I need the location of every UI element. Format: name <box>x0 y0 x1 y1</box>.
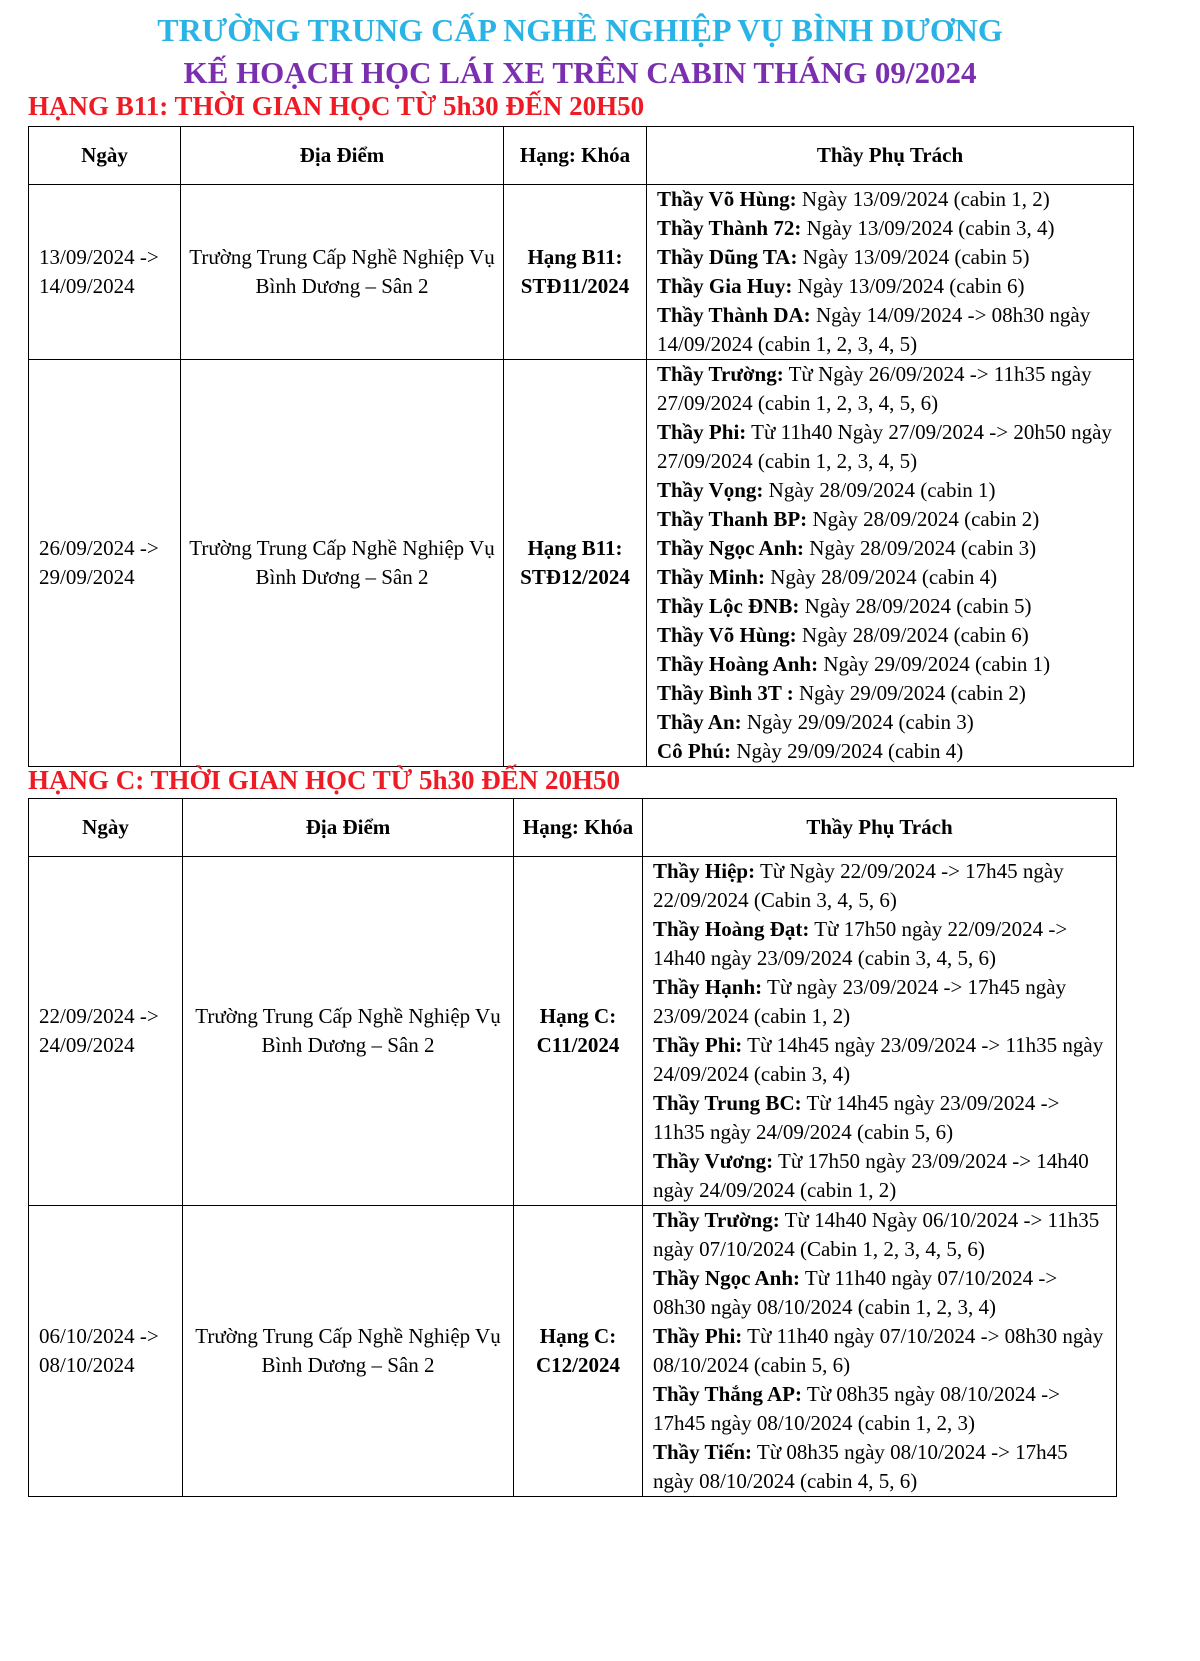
teacher-name: Thầy Gia Huy: <box>657 274 793 298</box>
teacher-schedule: Từ 17h50 ngày 22/09/2024 -> 14h40 ngày 23/09/2024 (cabin 3, 4, 5, 6) <box>653 917 1068 970</box>
class-label: Hạng C: <box>539 1324 617 1348</box>
teacher-schedule: Ngày 13/09/2024 (cabin 6) <box>792 274 1025 298</box>
teacher-name: Thầy Võ Hùng: <box>657 187 797 211</box>
teacher-entry <box>653 857 1110 915</box>
teacher-name: Thầy Ngọc Anh: <box>657 536 805 560</box>
teacher-name: Thầy Ngọc Anh: <box>653 1266 801 1290</box>
teacher-entry <box>657 185 1127 214</box>
teacher-schedule: Ngày 29/09/2024 (cabin 2) <box>793 681 1026 705</box>
teacher-name: Thầy Thắng AP: <box>653 1382 802 1406</box>
col-header-place: Địa Điểm <box>181 127 504 185</box>
teacher-name: Thầy Vọng: <box>657 478 764 502</box>
teacher-schedule: Ngày 28/09/2024 (cabin 5) <box>799 594 1032 618</box>
teacher-entry <box>653 1206 1110 1264</box>
teacher-schedule: Từ 08h35 ngày 08/10/2024 -> 17h45 ngày 08/10/2024 (cabin 1, 2, 3) <box>653 1382 1060 1435</box>
teacher-schedule: Từ 11h40 Ngày 27/09/2024 -> 20h50 ngày 27/09/2024 (cabin 1, 2, 3, 4, 5) <box>657 420 1112 473</box>
teacher-schedule: Từ 14h45 ngày 23/09/2024 -> 11h35 ngày 24/09/2024 (cabin 5, 6) <box>653 1091 1060 1144</box>
class-label: Hạng B11: <box>527 536 623 560</box>
teacher-name: Thầy Trường: <box>653 1208 780 1232</box>
section-heading-c: HẠNG C: THỜI GIAN HỌC TỪ 5h30 ĐẾN 20H50 <box>28 765 621 795</box>
class-code: STĐ11/2024 <box>520 274 630 298</box>
row-date: 26/09/2024 -> 29/09/2024 <box>29 360 181 767</box>
teacher-entry <box>657 592 1127 621</box>
table-header-row <box>29 127 1134 185</box>
teacher-name: Thầy Hiệp: <box>653 859 756 883</box>
teacher-entry <box>653 973 1110 1031</box>
teacher-entry <box>657 708 1127 737</box>
teacher-name: Thầy Võ Hùng: <box>657 623 797 647</box>
teacher-schedule: Từ 11h40 ngày 07/10/2024 -> 08h30 ngày 08/10/2024 (cabin 5, 6) <box>653 1324 1104 1377</box>
class-label: Hạng B11: <box>527 245 623 269</box>
col-header-date: Ngày <box>29 799 183 857</box>
teacher-entry <box>657 505 1127 534</box>
teacher-name: Thầy Thành 72: <box>657 216 802 240</box>
teacher-schedule: Từ Ngày 22/09/2024 -> 17h45 ngày 22/09/2024 (Cabin 3, 4, 5, 6) <box>653 859 1064 912</box>
teacher-name: Thầy Tiến: <box>653 1440 753 1464</box>
teacher-schedule: Ngày 29/09/2024 (cabin 1) <box>818 652 1051 676</box>
teacher-name: Thầy Hạnh: <box>653 975 763 999</box>
col-header-class: Hạng: Khóa <box>514 799 643 857</box>
row-place: Trường Trung Cấp Nghề Nghiệp Vụ Bình Dương – Sân 2 <box>183 857 514 1206</box>
teacher-entry <box>657 621 1127 650</box>
teacher-schedule: Ngày 14/09/2024 -> 08h30 ngày 14/09/2024 (cabin 1, 2, 3, 4, 5) <box>657 303 1091 356</box>
row-place: Trường Trung Cấp Nghề Nghiệp Vụ Bình Dương – Sân 2 <box>183 1206 514 1497</box>
row-date: 22/09/2024 -> 24/09/2024 <box>29 857 183 1206</box>
teacher-name: Cô Phú: <box>657 739 732 763</box>
teacher-entry <box>657 534 1127 563</box>
teacher-schedule: Từ 17h50 ngày 23/09/2024 -> 14h40 ngày 24/09/2024 (cabin 1, 2) <box>653 1149 1089 1202</box>
teacher-name: Thầy Phi: <box>653 1324 743 1348</box>
teacher-name: Thầy Bình 3T : <box>657 681 794 705</box>
teacher-schedule: Ngày 13/09/2024 (cabin 5) <box>797 245 1030 269</box>
teacher-name: Thầy Thành DA: <box>657 303 811 327</box>
teacher-name: Thầy Dũng TA: <box>657 245 798 269</box>
teacher-name: Thầy An: <box>657 710 742 734</box>
teacher-schedule: Từ 14h40 Ngày 06/10/2024 -> 11h35 ngày 07/10/2024 (Cabin 1, 2, 3, 4, 5, 6) <box>653 1208 1100 1261</box>
teacher-name: Thầy Minh: <box>657 565 765 589</box>
row-class <box>504 360 647 767</box>
col-header-place: Địa Điểm <box>183 799 514 857</box>
teacher-schedule: Từ 11h40 ngày 07/10/2024 -> 08h30 ngày 08/10/2024 (cabin 1, 2, 3, 4) <box>653 1266 1058 1319</box>
teacher-schedule: Ngày 29/09/2024 (cabin 3) <box>741 710 974 734</box>
teacher-schedule: Từ 14h45 ngày 23/09/2024 -> 11h35 ngày 24/09/2024 (cabin 3, 4) <box>653 1033 1104 1086</box>
teacher-name: Thầy Phi: <box>657 420 747 444</box>
teacher-schedule: Từ Ngày 26/09/2024 -> 11h35 ngày 27/09/2024 (cabin 1, 2, 3, 4, 5, 6) <box>657 362 1092 415</box>
row-class <box>514 1206 643 1497</box>
teacher-name: Thầy Hoàng Anh: <box>657 652 819 676</box>
teacher-entry <box>657 243 1127 272</box>
teacher-entry <box>657 418 1127 476</box>
teacher-entry <box>653 1264 1110 1322</box>
teacher-entry <box>653 1322 1110 1380</box>
teacher-entry <box>653 1031 1110 1089</box>
teacher-name: Thầy Trung BC: <box>653 1091 802 1115</box>
teacher-entry <box>653 915 1110 973</box>
teacher-name: Thầy Vương: <box>653 1149 774 1173</box>
col-header-teacher: Thầy Phụ Trách <box>643 799 1117 857</box>
school-title: TRƯỜNG TRUNG CẤP NGHỀ NGHIỆP VỤ BÌNH DƯƠNG <box>157 12 1003 48</box>
teacher-entry <box>653 1438 1110 1496</box>
class-code: C12/2024 <box>536 1353 620 1377</box>
col-header-date: Ngày <box>29 127 181 185</box>
teacher-entry <box>657 650 1127 679</box>
schedule-table-c <box>28 798 1117 1497</box>
teacher-schedule: Ngày 13/09/2024 (cabin 1, 2) <box>796 187 1050 211</box>
table-row <box>29 857 1117 1206</box>
teacher-entry <box>657 679 1127 708</box>
table-header-row <box>29 799 1117 857</box>
teacher-schedule: Ngày 28/09/2024 (cabin 2) <box>807 507 1040 531</box>
teacher-name: Thầy Thanh BP: <box>657 507 808 531</box>
schedule-table-b11 <box>28 126 1134 767</box>
row-teachers <box>647 360 1134 767</box>
row-teachers <box>643 1206 1117 1497</box>
row-place: Trường Trung Cấp Nghề Nghiệp Vụ Bình Dương – Sân 2 <box>181 185 504 360</box>
plan-title: KẾ HOẠCH HỌC LÁI XE TRÊN CABIN THÁNG 09/2024 <box>183 55 977 90</box>
class-label: Hạng C: <box>539 1004 617 1028</box>
row-place: Trường Trung Cấp Nghề Nghiệp Vụ Bình Dương – Sân 2 <box>181 360 504 767</box>
class-code: C11/2024 <box>536 1033 620 1057</box>
teacher-schedule: Ngày 29/09/2024 (cabin 4) <box>731 739 964 763</box>
teacher-schedule: Ngày 28/09/2024 (cabin 3) <box>804 536 1037 560</box>
teacher-schedule: Ngày 13/09/2024 (cabin 3, 4) <box>801 216 1055 240</box>
teacher-schedule: Ngày 28/09/2024 (cabin 6) <box>796 623 1029 647</box>
table-row <box>29 360 1134 767</box>
teacher-entry <box>653 1147 1110 1205</box>
teacher-entry <box>657 301 1127 359</box>
row-teachers <box>647 185 1134 360</box>
teacher-entry <box>657 563 1127 592</box>
col-header-teacher: Thầy Phụ Trách <box>647 127 1134 185</box>
teacher-schedule: Ngày 28/09/2024 (cabin 4) <box>764 565 998 589</box>
teacher-entry <box>653 1089 1110 1147</box>
table-row <box>29 185 1134 360</box>
row-date: 13/09/2024 -> 14/09/2024 <box>29 185 181 360</box>
teacher-schedule: Ngày 28/09/2024 (cabin 1) <box>763 478 996 502</box>
teacher-entry <box>657 272 1127 301</box>
teacher-schedule: Từ ngày 23/09/2024 -> 17h45 ngày 23/09/2024 (cabin 1, 2) <box>653 975 1067 1028</box>
teacher-entry <box>657 476 1127 505</box>
col-header-class: Hạng: Khóa <box>504 127 647 185</box>
row-teachers <box>643 857 1117 1206</box>
section-heading-b11: HẠNG B11: THỜI GIAN HỌC TỪ 5h30 ĐẾN 20H50 <box>28 91 645 121</box>
teacher-entry <box>657 360 1127 418</box>
teacher-entry <box>653 1380 1110 1438</box>
row-class <box>514 857 643 1206</box>
teacher-name: Thầy Hoàng Đạt: <box>653 917 810 941</box>
teacher-name: Thầy Trường: <box>657 362 784 386</box>
table-row <box>29 1206 1117 1497</box>
teacher-entry <box>657 214 1127 243</box>
class-code: STĐ12/2024 <box>520 565 630 589</box>
teacher-name: Thầy Lộc ĐNB: <box>657 594 800 618</box>
teacher-schedule: Từ 08h35 ngày 08/10/2024 -> 17h45 ngày 08/10/2024 (cabin 4, 5, 6) <box>653 1440 1068 1493</box>
row-class <box>504 185 647 360</box>
teacher-entry <box>657 737 1127 766</box>
teacher-name: Thầy Phi: <box>653 1033 743 1057</box>
row-date: 06/10/2024 -> 08/10/2024 <box>29 1206 183 1497</box>
